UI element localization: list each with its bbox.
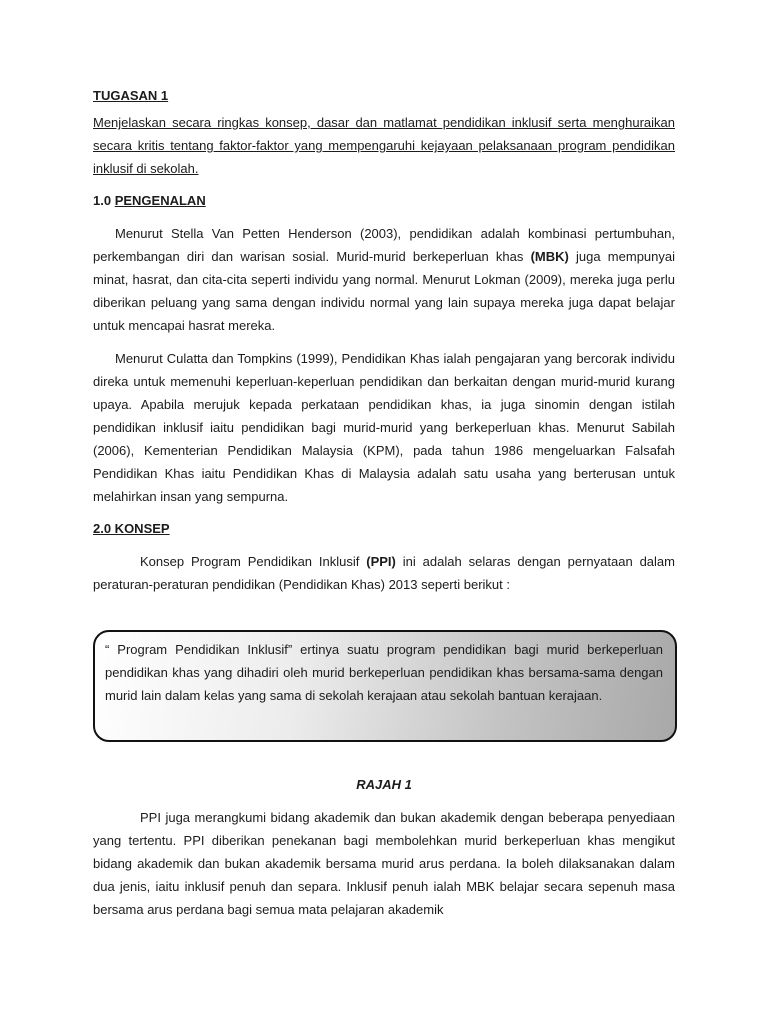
definition-quote: “ Program Pendidikan Inklusif” ertinya suatu program pendidikan bagi murid berkeperluan pendidikan khas yang dihadiri oleh murid berkeperluan pendidikan khas bersama-sama dengan murid lain dalam kelas yang sama di sekolah kerajaan atau sekolah bantuan kerajaan. xyxy=(105,642,663,703)
abbreviation-mbk: (MBK) xyxy=(530,249,569,264)
paragraph-special-education: Menurut Culatta dan Tompkins (1999), Pendidikan Khas ialah pengajaran yang bercorak individu direka untuk memenuhi keperluan-keperluan pendidikan dan berkaitan dengan murid-murid kurang upaya. Apabila merujuk kepada perkataan pendidikan khas, ia juga sinomin dengan istilah pendidikan inklusif iaitu pendidikan bagi murid-murid yang berkeperluan khas. Menurut Sabilah (2006), Kementerian Pendidikan Malaysia (KPM), pada tahun 1986 mengeluarkan Falsafah Pendidikan Khas iaitu Pendidikan Khas di Malaysia adalah satu usaha yang berterusan untuk melahirkan insan yang sempurna. xyxy=(93,351,675,504)
section-number: 1.0 xyxy=(93,193,112,208)
assignment-title: TUGASAN 1 xyxy=(93,88,169,103)
paragraph-text: ini adalah selaras dengan pernyataan dalam peraturan-peraturan pendidikan (Pendidikan Khas) 2013 seperti berikut : xyxy=(93,554,675,592)
section-heading-1 xyxy=(93,192,675,210)
figure-caption: RAJAH 1 xyxy=(356,777,412,792)
section-heading-2: 2.0 KONSEP xyxy=(93,521,170,536)
paragraph-text: juga mempunyai minat, hasrat, dan cita-cita seperti individu yang normal. Menurut Lokman (2009), mereka juga perlu diberikan peluang yang sama dengan individu normal yang lain supaya mereka juga dapat belajar untuk mencapai hasrat mereka. xyxy=(93,249,676,333)
paragraph-concept xyxy=(93,550,675,596)
section-title: PENGENALAN xyxy=(114,193,206,208)
definition-box xyxy=(93,630,677,742)
paragraph-text: Menurut Stella Van Petten Henderson (2003), pendidikan adalah kombinasi pertumbuhan, perkembangan diri dan warisan sosial. Murid-murid berkeperluan khas xyxy=(93,226,675,264)
paragraph-introduction xyxy=(93,222,675,337)
abbreviation-ppi: (PPI) xyxy=(366,554,396,569)
task-statement: Menjelaskan secara ringkas konsep, dasar dan matlamat pendidikan inklusif serta menghuraikan secara kritis tentang faktor-faktor yang mempengaruhi kejayaan pelaksanaan program pendidikan inklusif di sekolah. xyxy=(93,115,675,176)
paragraph-text: Konsep Program Pendidikan Inklusif xyxy=(140,554,367,569)
paragraph-ppi-scope: PPI juga merangkumi bidang akademik dan bukan akademik dengan beberapa penyediaan yang tertentu. PPI diberikan penekanan bagi membolehkan murid berkeperluan khas mengikut bidang akademik dan bukan akademik bersama murid arus perdana. Ia boleh dilaksanakan dalam dua jenis, iaitu inklusif penuh dan separa. Inklusif penuh ialah MBK belajar secara sepenuh masa bersama arus perdana bagi semua mata pelajaran akademik xyxy=(93,810,675,917)
